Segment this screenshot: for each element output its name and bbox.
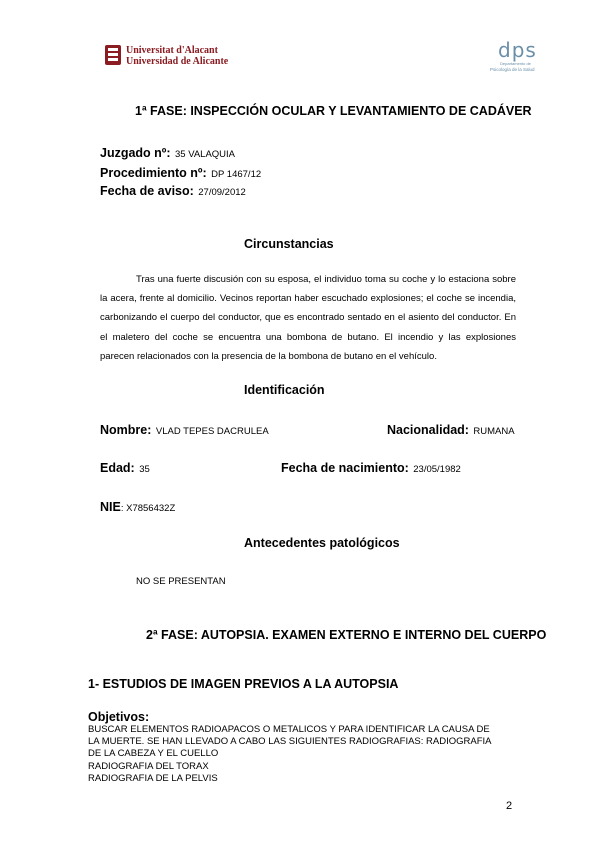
nombre-label: Nombre: (100, 423, 152, 437)
objetivos-label: Objetivos: (88, 710, 150, 724)
juzgado-field (100, 144, 235, 162)
nie-field (100, 498, 175, 516)
logo-left-line2: Universidad de Alicante (126, 56, 229, 67)
logo-left-line1: Universitat d'Alacant (126, 45, 218, 56)
fecha-nacimiento-label: Fecha de nacimiento: (281, 461, 409, 475)
antecedentes-text: NO SE PRESENTAN (136, 576, 226, 587)
fecha-nacimiento-field (281, 459, 461, 477)
identificacion-heading: Identificación (244, 383, 325, 397)
circunstancias-text: Tras una fuerte discusión con su esposa, el individuo toma su coche y lo estaciona sobre la acera, frente al domicilio. Vecinos reportan haber escuchado explosiones; el coche se incendia, carbonizando el cuerpo del conductor, que es encontrado sentado en el asiento del conductor. En el maletero del coche se encuentra una bombona de butano. El incendio y las explosiones parecen relacionados con la presencia de la bombona de butano en el vehículo. (100, 274, 516, 362)
fase1-title: 1ª FASE: INSPECCIÓN OCULAR Y LEVANTAMIENTO DE CADÁVER (135, 104, 532, 118)
procedimiento-field (100, 164, 261, 182)
fase2-title: 2ª FASE: AUTOPSIA. EXAMEN EXTERNO E INTERNO DEL CUERPO (146, 628, 547, 642)
objetivos-line: RADIOGRAFIA DE LA PELVIS (88, 772, 218, 784)
university-logo (104, 44, 229, 70)
nie-label: NIE (100, 500, 121, 514)
nacionalidad-value: RUMANA (473, 426, 515, 437)
department-logo (488, 38, 548, 78)
nombre-field (100, 421, 269, 439)
juzgado-value: 35 VALAQUIA (175, 149, 236, 160)
juzgado-label: Juzgado nº: (100, 146, 171, 160)
university-crest-icon (104, 44, 122, 66)
logo-right-sub1: Departamento de (500, 61, 531, 66)
section-title: 1- ESTUDIOS DE IMAGEN PREVIOS A LA AUTOPSIA (88, 677, 399, 691)
nacionalidad-field (387, 421, 515, 439)
fecha-nacimiento-value: 23/05/1982 (413, 464, 461, 475)
procedimiento-label: Procedimiento nº: (100, 166, 207, 180)
nie-value: : X7856432Z (120, 503, 176, 514)
procedimiento-value: DP 1467/12 (211, 169, 262, 180)
objetivos-line: BUSCAR ELEMENTOS RADIOAPACOS O METALICOS Y PARA IDENTIFICAR LA CAUSA DE (88, 724, 490, 735)
antecedentes-heading: Antecedentes patológicos (244, 536, 400, 550)
objetivos-line: DE LA CABEZA Y EL CUELLO (88, 748, 219, 760)
edad-label: Edad: (100, 461, 135, 475)
edad-field (100, 459, 150, 477)
circunstancias-paragraph (100, 270, 516, 366)
objetivos-text (88, 724, 528, 785)
objetivos-line: LA MUERTE. SE HAN LLEVADO A CABO LAS SIGUIENTES RADIOGRAFIAS: RADIOGRAFIA (88, 736, 492, 748)
logo-right-sub2: Psicología de la Salud (490, 67, 535, 72)
circunstancias-heading: Circunstancias (244, 237, 334, 251)
logo-right-main: dps (498, 38, 537, 62)
nombre-value: VLAD TEPES DACRULEA (155, 426, 269, 437)
fecha-aviso-label: Fecha de aviso: (100, 184, 194, 198)
nacionalidad-label: Nacionalidad: (387, 423, 469, 437)
fecha-aviso-field (100, 182, 246, 200)
page-number: 2 (506, 800, 513, 812)
fecha-aviso-value: 27/09/2012 (198, 187, 246, 198)
edad-value: 35 (139, 464, 150, 475)
objetivos-line: RADIOGRAFIA DEL TORAX (88, 760, 209, 772)
